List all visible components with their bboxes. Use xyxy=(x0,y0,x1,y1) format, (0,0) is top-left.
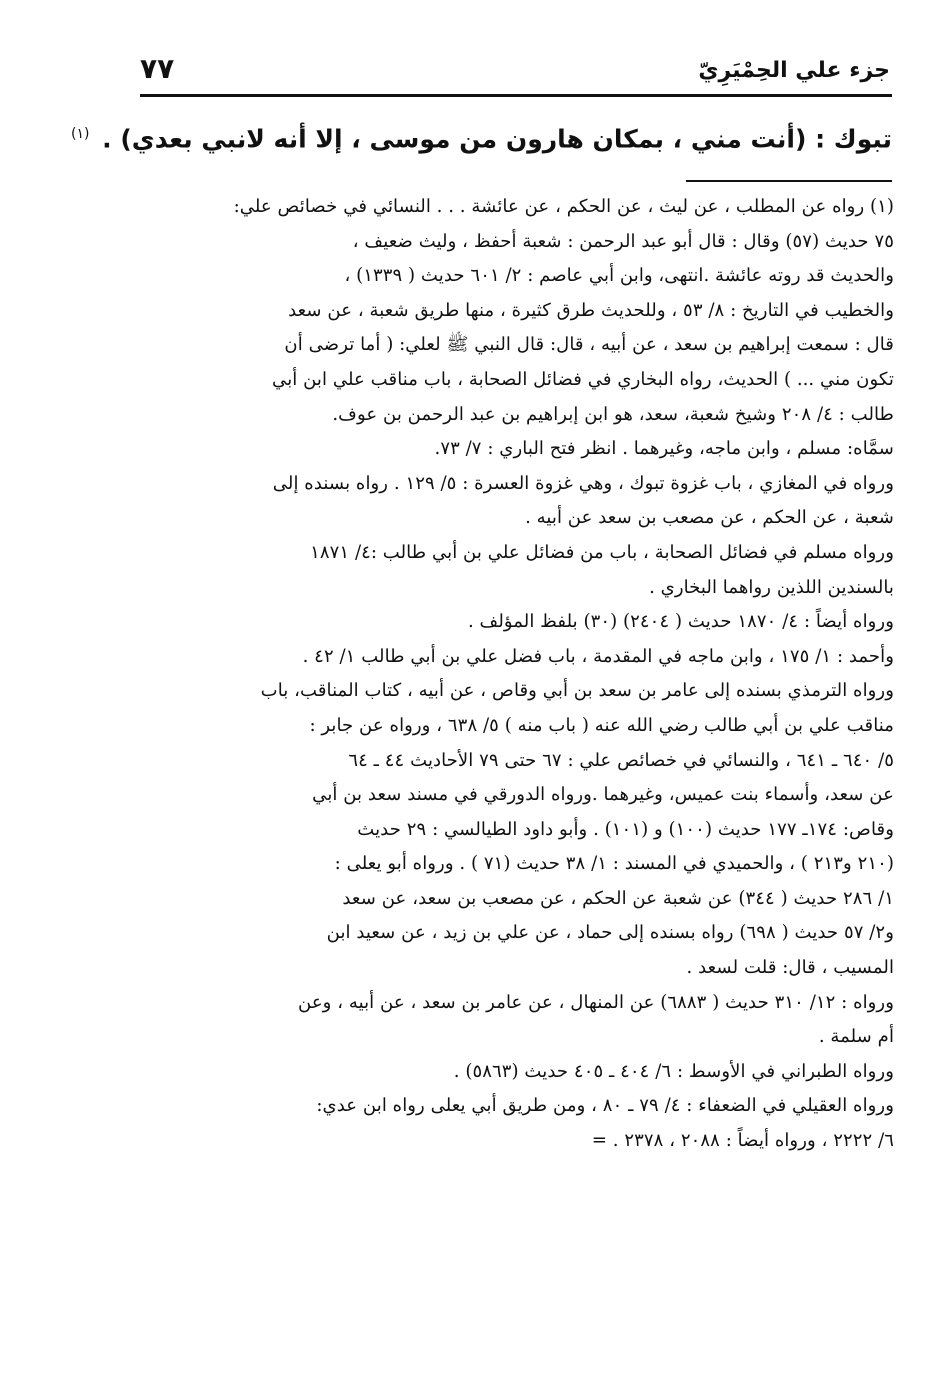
footnote-line: بالسندين اللذين رواهما البخاري . xyxy=(649,576,894,598)
footnote-line: وقاص: ١٧٤ـ ١٧٧ حديث (١٠٠) و (١٠١) . وأبو داود الطيالسي : ٢٩ حديث xyxy=(357,818,894,840)
footnotes-block xyxy=(136,190,894,1159)
page-header xyxy=(140,52,890,96)
footnote-reference: (١) xyxy=(70,126,90,142)
footnote-line: ٧٥ حديث (٥٧) وقال : قال أبو عبد الرحمن : شعبة أحفظ ، وليث ضعيف ، xyxy=(352,230,894,252)
footnote-line: و٢/ ٥٧ حديث ( ٦٩٨) رواه بسنده إلى حماد ، عن علي بن زيد ، عن سعيد ابن xyxy=(326,922,894,944)
footnote-line: ورواه أيضاً : ٤/ ١٨٧٠ حديث ( ٢٤٠٤) (٣٠) بلفظ المؤلف . xyxy=(467,611,894,633)
running-title: جزء علي الحِمْيَرِيّ xyxy=(698,58,890,83)
footnote-line: ورواه في المغازي ، باب غزوة تبوك ، وهي غزوة العسرة : ٥/ ١٢٩ . رواه بسنده إلى xyxy=(272,472,894,494)
footnote-line: ورواه الترمذي بسنده إلى عامر بن سعد بن أبي وقاص ، عن أبيه ، كتاب المناقب، باب xyxy=(260,680,894,702)
page-number: ٧٧ xyxy=(140,52,175,85)
footnote-line: وأحمد : ١/ ١٧٥ ، وابن ماجه في المقدمة ، باب فضل علي بن أبي طالب ١/ ٤٢ . xyxy=(302,645,894,667)
footnote-line: أم سلمة . xyxy=(818,1026,894,1048)
footnote-line: والحديث قد روته عائشة .انتهى، وابن أبي عاصم : ٢/ ٦٠١ حديث ( ١٣٣٩) ، xyxy=(344,265,894,287)
main-text xyxy=(70,112,892,161)
footnote-line: ورواه العقيلي في الضعفاء : ٤/ ٧٩ ـ ٨٠ ، ومن طريق أبي يعلى رواه ابن عدي: xyxy=(316,1095,894,1117)
footnote-line: ورواه الطبراني في الأوسط : ٦/ ٤٠٤ ـ ٤٠٥ حديث (٥٨٦٣) . xyxy=(453,1060,894,1082)
footnote-line: شعبة ، عن الحكم ، عن مصعب بن سعد عن أبيه . xyxy=(525,507,894,529)
main-text-body: تبوك : (أنت مني ، بمكان هارون من موسى ، إلا أنه لانبي بعدي) . xyxy=(102,124,892,154)
footnote-line: ٥/ ٦٤٠ ـ ٦٤١ ، والنسائي في خصائص علي : ٦٧ حتى ٧٩ الأحاديث ٤٤ ـ ٦٤ xyxy=(348,749,894,771)
footnote-line: قال : سمعت إبراهيم بن سعد ، عن أبيه ، قال: قال النبي ﷺ لعلي: ( أما ترضى أن xyxy=(284,334,894,356)
footnote-line: عن سعد، وأسماء بنت عميس، وغيرهما .ورواه الدورقي في مسند سعد بن أبي xyxy=(312,784,894,806)
footnote-line: والخطيب في التاريخ : ٨/ ٥٣ ، وللحديث طرق كثيرة ، منها طريق شعبة ، عن سعد xyxy=(288,299,894,321)
footnote-line: سمَّاه: مسلم ، وابن ماجه، وغيرهما . انظر فتح الباري : ٧/ ٧٣. xyxy=(434,438,894,460)
footnote-line: ورواه مسلم في فضائل الصحابة ، باب من فضائل علي بن أبي طالب :٤/ ١٨٧١ xyxy=(310,541,894,563)
footnote-line: (١) رواه عن المطلب ، عن ليث ، عن الحكم ، عن عائشة . . . النسائي في خصائص علي: xyxy=(233,196,894,217)
footnote-line: تكون مني ... ) الحديث، رواه البخاري في فضائل الصحابة ، باب مناقب علي ابن أبي xyxy=(272,368,894,390)
footnote-line: ١/ ٢٨٦ حديث ( ٣٤٤) عن شعبة عن الحكم ، عن مصعب بن سعد، عن سعد xyxy=(342,887,894,909)
footnote-line: ٦/ ٢٢٢٢ ، ورواه أيضاً : ٢٠٨٨ ، ٢٣٧٨ . = xyxy=(591,1130,894,1152)
header-rule xyxy=(140,94,892,97)
footnote-line: المسيب ، قال: قلت لسعد . xyxy=(686,957,894,979)
footnote-line: مناقب علي بن أبي طالب رضي الله عنه ( باب منه ) ٥/ ٦٣٨ ، ورواه عن جابر : xyxy=(309,714,894,736)
footnote-separator xyxy=(686,180,892,182)
footnote-line: طالب : ٤/ ٢٠٨ وشيخ شعبة، سعد، هو ابن إبراهيم بن عبد الرحمن بن عوف. xyxy=(332,403,894,425)
footnote-line: (٢١٠ و٢١٣ ) ، والحميدي في المسند : ١/ ٣٨ حديث (٧١ ) . ورواه أبو يعلى : xyxy=(334,853,894,875)
footnote-line: ورواه : ١٢/ ٣١٠ حديث ( ٦٨٨٣) عن المنهال ، عن عامر بن سعد ، عن أبيه ، وعن xyxy=(297,991,894,1013)
